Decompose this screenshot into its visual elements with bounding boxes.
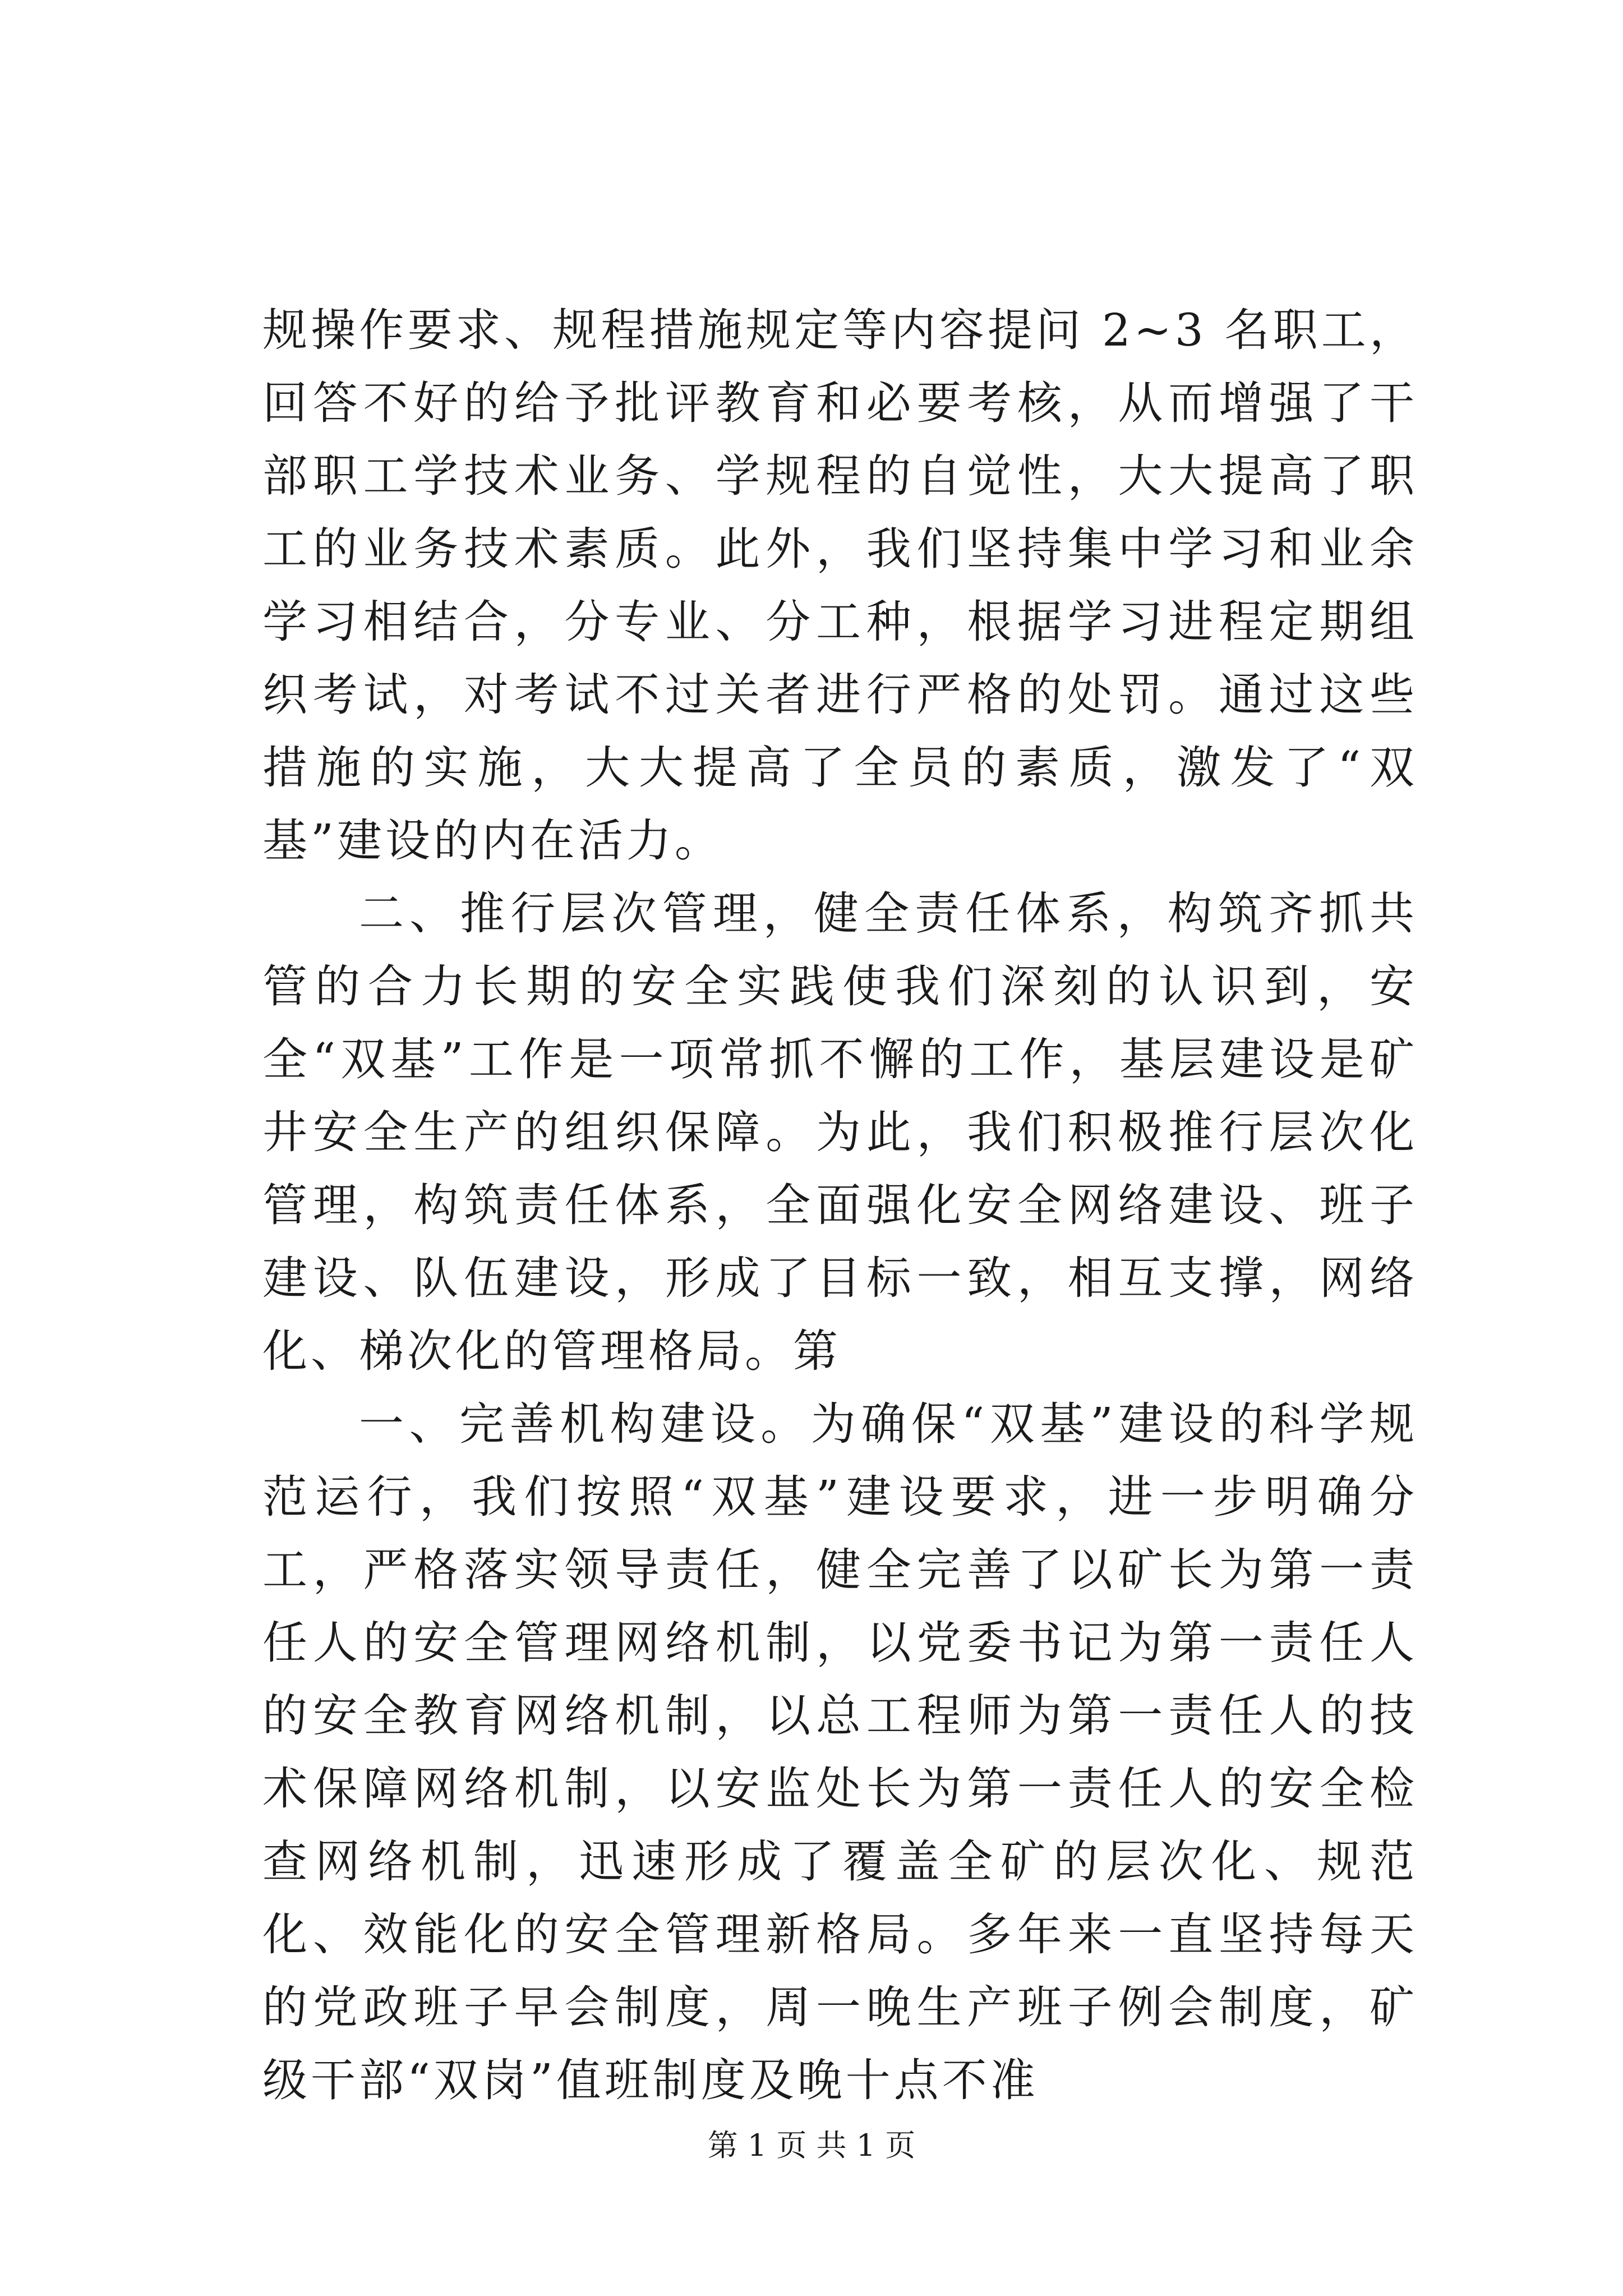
paragraph-item-one: 一、完善机构建设。为确保“双基”建设的科学规范运行，我们按照“双基”建设要求，进一步明确分工，严格落实领导责任，健全完善了以矿长为第一责任人的安全管理网络机制，以党委书记为第一责任人的安全教育网络机制，以总工程师为第一责任人的技术保障网络机制，以安监处长为第一责任人的安全检查网络机制，迅速形成了覆盖全矿的层次化、规范化、效能化的安全管理新格局。多年来一直坚持每天的党政班子早会制度，周一晚生产班子例会制度，矿级干部“双岗”值班制度及晚十点不准 — [262, 1398, 1418, 2106]
paragraph-continuation: 规操作要求、规程措施规定等内容提问 2~3 名职工，回答不好的给予批评教育和必要考核，从而增强了干部职工学技术业务、学规程的自觉性，大大提高了职工的业务技术素质。此外，我们坚持集中学习和业余学习相结合，分专业、分工种，根据学习进程定期组织考试，对考试不过关者进行严格的处罚。通过这些措施的实施，大大提高了全员的素质，激发了“双基”建设的内在活力。 — [262, 304, 1418, 867]
paragraph-section-two: 二、推行层次管理，健全责任体系，构筑齐抓共管的合力长期的安全实践使我们深刻的认识到，安全“双基”工作是一项常抓不懈的工作，基层建设是矿井安全生产的组织保障。为此，我们积极推行层次化管理，构筑责任体系，全面强化安全网络建设、班子建设、队伍建设，形成了目标一致，相互支撑，网络化、梯次化的管理格局。第 — [262, 887, 1418, 1377]
page-footer: 第 1 页 共 1 页 — [707, 2128, 916, 2163]
document-body — [262, 294, 1418, 2117]
